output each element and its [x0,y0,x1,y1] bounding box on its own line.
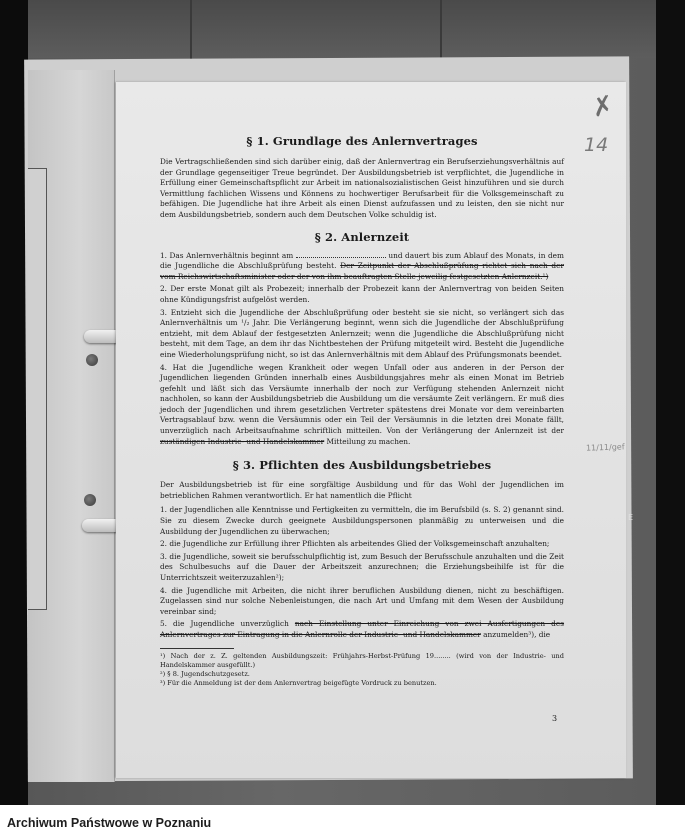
page-number: 3 [552,714,558,723]
struck-text: zuständigen Industrie- und Handelskammer [160,436,325,446]
backboard-seam [440,0,442,60]
footnotes [160,652,564,688]
list-item: 3. die Jugendliche, soweit sie berufsschulpflichtig ist, zum Besuch der Berufsschule anzuhalten und die Zeit des Schulbesuchs auf die Dauer der Arbeitszeit anzurechnen; die Erziehungsbeihilfe ist für die Unterrichtszeit weiterzuzahlen²); [160,551,564,582]
list-item: 5. die Jugendliche unverzüglich nach Einstellung unter Einreichung von zwei Ausfertigungen des Anlernvertrages zur Eintragung in die Anlernrolle der Industrie- und Handelskammer anzumelden³), die [160,619,565,639]
punch-hole [84,494,96,506]
list-item: 4. die Jugendliche mit Arbeiten, die nicht ihrer beruflichen Ausbildung dienen, nicht zu beschäftigen. Zugelassen sind nur solche Nebenleistungen, die nach Art und Umfang mit dem Wesen der Ausbildung vereinbar sind; [160,585,564,616]
section-3-intro: Der Ausbildungsbetrieb ist für eine sorgfältige Ausbildung und für das Wohl der Jugendlichen im betrieblichen Rahmen verantwortlich. Er hat namentlich die Pflicht [160,480,564,500]
list-item: 1. der Jugendlichen alle Kenntnisse und Fertigkeiten zu vermitteln, die im Berufsbild (s. S. 2) genannt sind. Sie zu diesem Zwecke durch geeignete Ausbildungspersonen planmäßig zu unterweisen und die Ausbildung der Jugendlichen zu überwachen; [160,505,564,536]
struck-text: nach Einstellung unter Einreichung von zwei Ausfertigungen des Anlernvertrages zur Eintragung in die Anlernrolle der Industrie- und Handelskammer [160,619,565,639]
margin-note: 11/11/gef [585,442,625,453]
edge-mark: E [628,513,634,522]
clause-2-2: 2. Der erste Monat gilt als Probezeit; innerhalb der Probezeit kann der Anlernvertrag von beiden Seiten ohne Kündigungsfrist aufgelöst werden. [160,284,564,304]
clause-2-3: 3. Entzieht sich die Jugendliche der Abschlußprüfung oder besteht sie sie nicht, so verlängert sich das Anlernverhältnis um ¹/₂ Jahr. Die Verlängerung beginnt, wenn sich die Jugendliche der Abschlußprüfung entzieht, mit dem Ablauf der festgesetzten Anlernzeit; wenn die Jugendliche die Abschlußprüfung nicht besteht, mit dem Tage, an dem ihr das Nichtbestehen der Prüfung mitgeteilt wird. Besteht die Jugendliche eine Wiederholungsprüfung nicht, so ist das Anlernverhältnis mit dem Ablauf des Prüfungsmonats beendet. [160,307,564,359]
section-2-clauses [160,251,564,448]
punch-hole [86,354,98,366]
struck-text: Der Zeitpunkt der Abschlußprüfung richtet sich nach der vom Reichswirtschaftsminister oder der von ihm beauftragten Stelle jeweilig festgesetzten Anlernzeit.¹) [160,261,564,281]
clause-2-4: 4. Hat die Jugendliche wegen Krankheit oder wegen Unfall oder aus anderen in der Person der Jugendlichen liegenden Gründen innerhalb eines Ausbildungsjahres mehr als einen Monat im Betrieb gefehlt und läßt sich das Versäumte innerhalb der noch zur Verfügung stehenden Anlernzeit nicht nachholen, so kann der Ausbildungsbetrieb die Ausbildung um die versäumte Zeit verlängern. Er muß dies jedoch der Jugendlichen und ihrem gesetzlichen Vertreter spätestens drei Monate vor dem vereinbarten Vertragsablauf bzw. wenn die Versäumnis oder ein Teil der Versäumnis in die letzten drei Monate fällt, unverzüglich nach Arbeitsaufnahme schriftlich mitteilen. Von der Verlängerung der Anlernzeit ist der zuständigen Industrie- und Handelskammer Mitteilung zu machen. [160,362,564,446]
duty-list [160,505,564,640]
folio-number: 14 [584,134,609,156]
footnote: ³) Für die Anmeldung ist der dem Anlernvertrag beigefügte Vordruck zu benutzen. [160,678,437,687]
list-item: 2. die Jugendliche zur Erfüllung ihrer Pflichten als arbeitendes Glied der Volksgemeinschaft anzuhalten; [160,539,550,549]
section-1-heading: § 1. Grundlage des Anlernvertrages [246,134,478,148]
footnote-rule [160,648,234,649]
date-blank [296,251,386,258]
binder-edge-strip [28,168,47,610]
backboard-seam [190,0,192,60]
footnote: ¹) Nach der z. Z. geltenden Ausbildungszeit: Frühjahrs-Herbst-Prüfung 19........ (wird von der Industrie- und Handelskammer ausgefüllt.) [160,651,564,669]
section-3-heading: § 3. Pflichten des Ausbildungsbetriebes [232,458,492,473]
section-2-heading: § 2. Anlernzeit [314,229,410,244]
section-1-body: Die Vertragschließenden sind sich darüber einig, daß der Anlernvertrag ein Berufserziehungsverhältnis auf der Grundlage gegenseitiger Treue begründet. Der Ausbildungsbetrieb ist verpflichtet, die Jugendliche in Erfüllung einer Gemeinschaftspflicht zur Arbeit im nationalsozialistischen Geist hinzuführen und sie durch Vermittlung fachlichen Wissens und Könnens zu hochwertiger Berufsarbeit für die Volksgemeinschaft zu befähigen. Die Jugendliche hat ihre Arbeit als einen Dienst aufzufassen und zu leisten, den sie nicht nur dem Ausbildungsbetrieb, sondern auch dem Deutschen Volke schuldig ist. [160,157,564,219]
archive-name: Archiwum Państwowe w Poznaniu [7,816,212,830]
contract-text [160,134,564,688]
clause-2-1: 1. Das Anlernverhältnis beginnt am und dauert bis zum Ablauf des Monats, in dem die Jugendliche die Abschlußprüfung besteht. Der Zeitpunkt der Abschlußprüfung richtet sich nach der vom Reichswirtschaftsminister oder der von ihm beauftragten Stelle jeweilig festgesetzten Anlernzeit.¹) [160,250,564,281]
folder-top-band [28,0,656,58]
pencil-mark: ✗ [589,90,617,124]
footnote: ²) § 8. Jugendschutzgesetz. [160,669,250,678]
document-page [116,82,626,778]
archive-footer [0,805,685,840]
film-border-right [655,0,685,840]
